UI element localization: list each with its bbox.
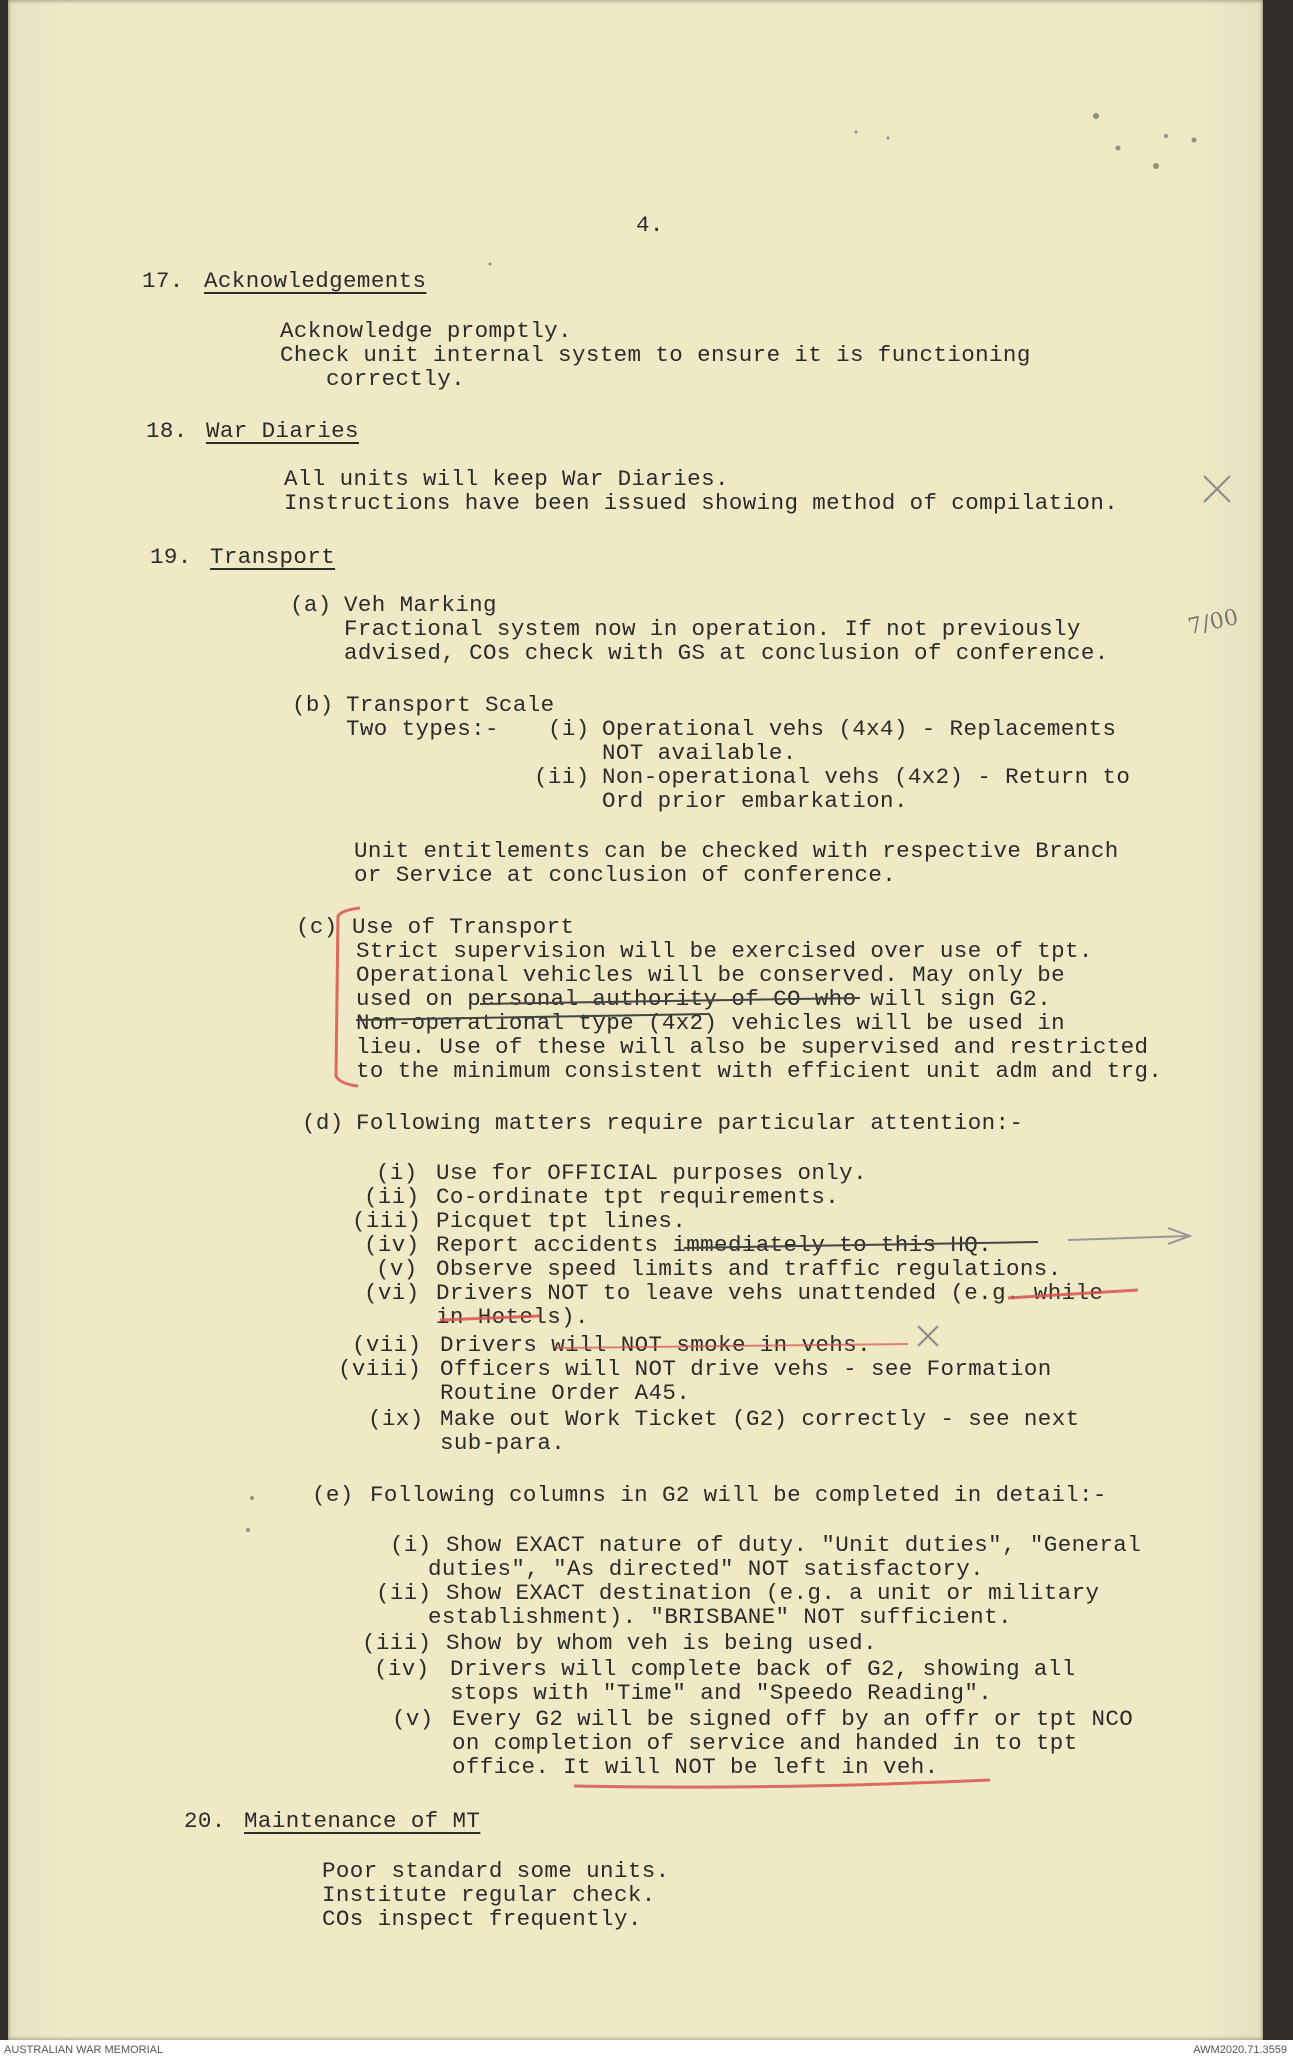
arrow-mark <box>1068 1228 1190 1244</box>
section-20-heading: Maintenance of MT <box>244 1808 481 1834</box>
red-bracket-mark <box>336 908 360 1086</box>
section-17-line: Acknowledge promptly. <box>280 318 572 344</box>
subsection-c-line: Strict supervision will be exercised over use of tpt. <box>356 938 1093 964</box>
list-item: Every G2 will be signed off by an offr or tpt NCO <box>452 1706 1134 1732</box>
list-item: Drivers will complete back of G2, showing all <box>450 1656 1076 1682</box>
cross-mark <box>918 1326 938 1346</box>
list-item: Drivers NOT to leave vehs unattended (e.g. while <box>436 1280 1104 1306</box>
list-item: Observe speed limits and traffic regulations. <box>436 1256 1062 1282</box>
cross-mark <box>1204 476 1230 502</box>
section-17-number: 17. <box>142 268 184 294</box>
subsection-c-line: used on personal authority of CO who will sign G2. <box>356 986 1052 1012</box>
archive-footer <box>0 2040 1293 2061</box>
list-item-number: (iii) <box>362 1630 432 1656</box>
list-item: duties", "As directed" NOT satisfactory. <box>428 1556 985 1582</box>
section-18-line: All units will keep War Diaries. <box>284 466 729 492</box>
section-20-line: Poor standard some units. <box>322 1858 670 1884</box>
list-item: stops with "Time" and "Speedo Reading". <box>450 1680 993 1706</box>
subsection-c-line: Operational vehicles will be conserved. May only be <box>356 962 1066 988</box>
list-item: Routine Order A45. <box>440 1380 691 1406</box>
list-item-number: (iii) <box>352 1208 422 1234</box>
archive-footer-left: AUSTRALIAN WAR MEMORIAL <box>4 2044 164 2056</box>
list-item-number: (iv) <box>364 1232 420 1258</box>
section-19-number: 19. <box>150 544 192 570</box>
subsection-c-line: to the minimum consistent with efficient unit adm and trg. <box>356 1058 1163 1084</box>
subsection-c-title: Use of Transport <box>352 914 575 940</box>
section-20-line: COs inspect frequently. <box>322 1906 642 1932</box>
section-17-line: Check unit internal system to ensure it is functioning <box>280 342 1031 368</box>
margin-note: 7/00 <box>1185 604 1241 641</box>
subsection-a-label: (a) <box>290 592 332 618</box>
archive-footer-right: AWM2020.71.3559 <box>1193 2044 1287 2056</box>
section-20-line: Institute regular check. <box>322 1882 656 1908</box>
red-underline-mark <box>1008 1290 1138 1298</box>
list-item: office. It will NOT be left in veh. <box>452 1754 939 1780</box>
section-18-number: 18. <box>146 418 188 444</box>
section-18-line: Instructions have been issued showing method of compilation. <box>284 490 1119 516</box>
red-underline-mark <box>574 1780 990 1787</box>
list-item: Picquet tpt lines. <box>436 1208 687 1234</box>
type-number: (i) <box>548 716 590 742</box>
underline-mark <box>480 998 860 1004</box>
list-item: Make out Work Ticket (G2) correctly - see next <box>440 1406 1080 1432</box>
type-line: Non-operational vehs (4x2) - Return to <box>602 764 1131 790</box>
list-item-number: (ix) <box>368 1406 424 1432</box>
list-item: Show EXACT nature of duty. "Unit duties", "General <box>446 1532 1142 1558</box>
list-item: on completion of service and handed in to tpt <box>452 1730 1078 1756</box>
subsection-e-intro: Following columns in G2 will be completed in detail:- <box>370 1482 1107 1508</box>
type-number: (ii) <box>534 764 590 790</box>
type-line: Ord prior embarkation. <box>602 788 908 814</box>
annotation-marks <box>8 0 1263 2040</box>
list-item: Show by whom veh is being used. <box>446 1630 877 1656</box>
subsection-b-after: or Service at conclusion of conference. <box>354 862 897 888</box>
subsection-c-label: (c) <box>296 914 338 940</box>
list-item: Show EXACT destination (e.g. a unit or military <box>446 1580 1100 1606</box>
list-item-number: (viii) <box>338 1356 422 1382</box>
list-item: Drivers will NOT smoke in vehs. <box>440 1332 871 1358</box>
section-18-heading: War Diaries <box>206 418 359 444</box>
scan-specks <box>246 113 1197 1532</box>
underline-mark <box>684 1242 1038 1248</box>
list-item-number: (i) <box>376 1160 418 1186</box>
section-20-number: 20. <box>184 1808 226 1834</box>
type-line: Operational vehs (4x4) - Replacements <box>602 716 1117 742</box>
subsection-a-line: Fractional system now in operation. If not previously <box>344 616 1081 642</box>
document-page <box>8 0 1263 2040</box>
underline-mark <box>556 1344 908 1348</box>
strike-mark <box>356 1014 708 1020</box>
subsection-c-line: Non-operational type (4x2) vehicles will be used in <box>356 1010 1066 1036</box>
subsection-e-label: (e) <box>312 1482 354 1508</box>
list-item-number: (vii) <box>352 1332 422 1358</box>
list-item: establishment). "BRISBANE" NOT sufficient. <box>428 1604 1012 1630</box>
list-item: Use for OFFICIAL purposes only. <box>436 1160 867 1186</box>
list-item: Report accidents immediately to this HQ. <box>436 1232 993 1258</box>
list-item-number: (ii) <box>376 1580 432 1606</box>
list-item: Co-ordinate tpt requirements. <box>436 1184 840 1210</box>
section-19-heading: Transport <box>210 544 336 570</box>
type-line: NOT available. <box>602 740 797 766</box>
list-item-number: (v) <box>376 1256 418 1282</box>
subsection-d-label: (d) <box>302 1110 344 1136</box>
section-17-heading: Acknowledgements <box>204 268 427 294</box>
subsection-b-label: (b) <box>292 692 334 718</box>
section-17-line: correctly. <box>326 366 466 392</box>
page-number: 4. <box>636 212 664 238</box>
list-item-number: (v) <box>392 1706 434 1732</box>
subsection-d-intro: Following matters require particular attention:- <box>356 1110 1024 1136</box>
subsection-b-title: Transport Scale <box>346 692 555 718</box>
subsection-b-intro: Two types:- <box>346 716 499 742</box>
list-item: sub-para. <box>440 1430 566 1456</box>
list-item-number: (iv) <box>374 1656 430 1682</box>
list-item-number: (ii) <box>364 1184 420 1210</box>
subsection-a-title: Veh Marking <box>344 592 497 618</box>
list-item-number: (i) <box>390 1532 432 1558</box>
list-item: Officers will NOT drive vehs - see Formation <box>440 1356 1052 1382</box>
list-item: in Hotels). <box>436 1304 589 1330</box>
subsection-b-after: Unit entitlements can be checked with respective Branch <box>354 838 1119 864</box>
subsection-c-line: lieu. Use of these will also be supervised and restricted <box>356 1034 1149 1060</box>
list-item-number: (vi) <box>364 1280 420 1306</box>
red-underline-mark <box>440 1316 540 1320</box>
subsection-a-line: advised, COs check with GS at conclusion of conference. <box>344 640 1109 666</box>
